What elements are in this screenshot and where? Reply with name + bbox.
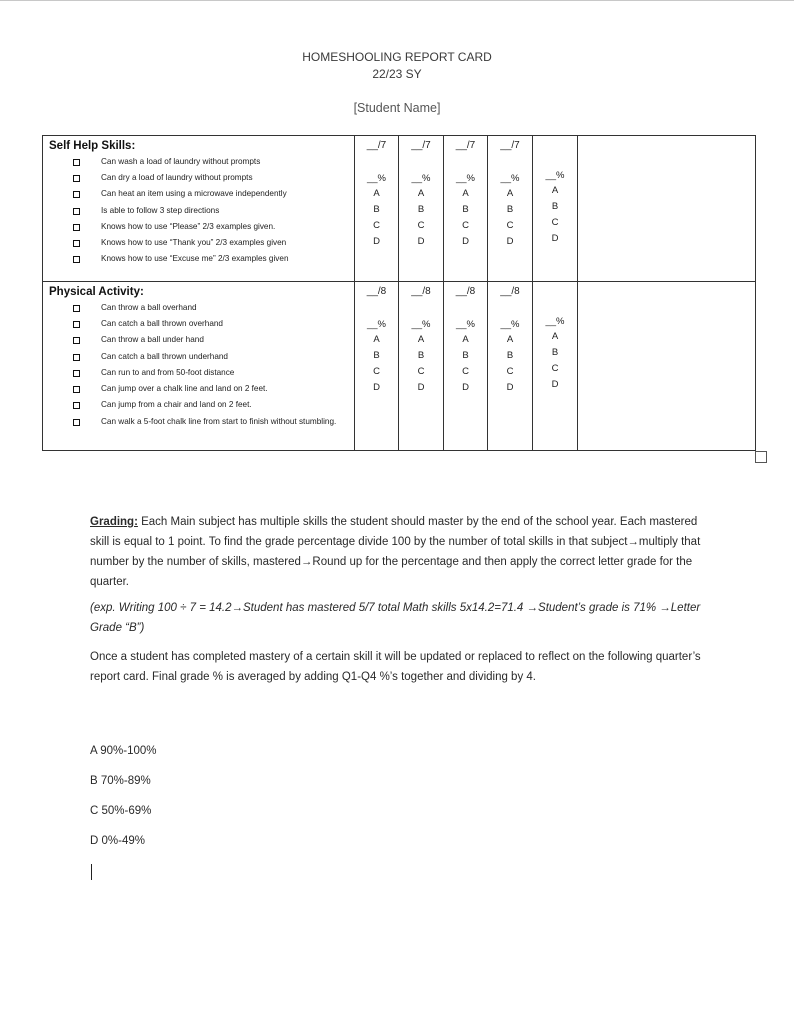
score-field: __/8 — [455, 286, 476, 297]
percent-field: __% — [455, 173, 475, 184]
section-row-self-help — [43, 136, 756, 282]
skill-item — [49, 332, 350, 348]
text-cursor — [91, 864, 92, 880]
letter-b: B — [373, 204, 380, 215]
letter-c: C — [373, 366, 380, 377]
letter-b: B — [417, 350, 425, 361]
letter-b: B — [506, 204, 514, 215]
skill-label: Can dry a load of laundry without prompts — [101, 173, 253, 183]
skill-label: Can catch a ball thrown overhand — [101, 319, 223, 329]
letter-d: D — [506, 236, 514, 247]
final-grade-cell[interactable] — [533, 136, 578, 282]
skill-label: Can throw a ball under hand — [101, 335, 204, 345]
letter-c: C — [506, 220, 514, 231]
grade-scale-b: B 70%-89% — [90, 775, 151, 787]
letter-a: A — [506, 188, 514, 199]
score-field: __/7 — [411, 140, 431, 151]
skill-item — [49, 219, 350, 235]
report-card-table — [42, 135, 756, 451]
checkbox-icon[interactable] — [73, 208, 80, 215]
letter-b: B — [462, 204, 469, 215]
comments-cell[interactable] — [578, 282, 756, 451]
grade-scale-d: D 0%-49% — [90, 835, 145, 847]
quarter-3-cell[interactable] — [444, 282, 488, 451]
skill-item — [49, 235, 350, 251]
checkbox-icon[interactable] — [73, 240, 80, 247]
checkbox-icon[interactable] — [73, 370, 80, 377]
letter-d: D — [373, 382, 380, 393]
letter-b: B — [462, 350, 469, 361]
skill-label: Knows how to use “Excuse me” 2/3 examples given — [101, 254, 289, 264]
letter-a: A — [551, 331, 559, 342]
score-field: __/7 — [500, 140, 520, 151]
checkbox-icon[interactable] — [73, 337, 80, 344]
comments-cell[interactable] — [578, 136, 756, 282]
checkbox-icon[interactable] — [73, 354, 80, 361]
skill-item — [49, 381, 350, 397]
checkbox-icon[interactable] — [73, 224, 80, 231]
skill-label: Knows how to use “Please” 2/3 examples given. — [101, 221, 276, 231]
checkbox-icon[interactable] — [73, 305, 80, 312]
quarter-4-cell[interactable] — [488, 282, 533, 451]
page-top-border — [0, 0, 794, 1]
percent-field: __% — [500, 319, 520, 330]
percent-field: __% — [500, 173, 520, 184]
percent-field: __% — [411, 319, 431, 330]
skill-item — [49, 170, 350, 186]
skill-item — [49, 154, 350, 170]
quarter-3-cell[interactable] — [444, 136, 488, 282]
document-title: HOMESHOOLING REPORT CARD — [302, 50, 492, 64]
letter-c: C — [551, 217, 559, 228]
skill-item — [49, 316, 350, 332]
checkbox-icon[interactable] — [73, 321, 80, 328]
quarter-1-cell[interactable] — [355, 136, 399, 282]
score-field: __/8 — [366, 286, 387, 297]
checkbox-icon[interactable] — [73, 256, 80, 263]
letter-d: D — [506, 382, 514, 393]
skill-label: Can catch a ball thrown underhand — [101, 351, 228, 361]
letter-b: B — [373, 350, 380, 361]
checkbox-icon[interactable] — [73, 159, 80, 166]
checkbox-icon[interactable] — [73, 386, 80, 393]
skill-label: Can walk a 5-foot chalk line from start to finish without stumbling. — [101, 417, 337, 427]
skill-label: Can jump over a chalk line and land on 2 feet. — [101, 384, 268, 394]
score-field: __/7 — [366, 140, 387, 151]
final-grade-cell[interactable] — [533, 282, 578, 451]
skill-item — [49, 251, 350, 267]
letter-a: A — [462, 334, 469, 345]
letter-b: B — [417, 204, 425, 215]
letter-d: D — [417, 382, 425, 393]
grading-example: (exp. Writing 100 ÷ 7 = 14.2→Student has mastered 5/7 total Math skills 5x14.2=71.4 →Student’s grade is 71% →Letter Grade “B”) — [90, 602, 701, 634]
school-year: 22/23 SY — [372, 67, 422, 81]
letter-a: A — [373, 188, 380, 199]
skill-label: Can heat an item using a microwave independently — [101, 189, 287, 199]
skill-label: Is able to follow 3 step directions — [101, 205, 220, 215]
grade-scale-c: C 50%-69% — [90, 805, 152, 817]
grading-text: Each Main subject has multiple skills the student should master by the end of the school year. Each mastered skill is equal to 1 point. To find the grade percentage divide 100 by the number of total skills in that subject→multiply that number by the number of skills, mastered→Round up for the percentage and then apply the correct letter grade for the quarter. — [90, 516, 701, 588]
letter-c: C — [462, 220, 469, 231]
grade-scale-a: A 90%-100% — [90, 745, 157, 757]
letter-c: C — [417, 220, 425, 231]
letter-c: C — [462, 366, 469, 377]
percent-field: __% — [366, 319, 386, 330]
letter-d: D — [462, 236, 469, 247]
skill-label: Can run to and from 50-foot distance — [101, 367, 235, 377]
score-field: __/7 — [455, 140, 476, 151]
section-row-physical-activity — [43, 282, 756, 451]
letter-c: C — [417, 366, 425, 377]
letter-a: A — [462, 188, 469, 199]
section-title: Physical Activity: — [49, 286, 144, 298]
mastery-paragraph: Once a student has completed mastery of a certain skill it will be updated or replaced to reflect on the following quarter’s report card. Final grade % is averaged by adding Q1-Q4 %’s together and dividing by 4. — [90, 651, 701, 683]
letter-a: A — [506, 334, 514, 345]
skill-label: Can throw a ball overhand — [101, 303, 197, 312]
skill-item — [49, 186, 350, 202]
skill-item — [49, 349, 350, 365]
percent-field: __% — [455, 319, 475, 330]
skill-label: Can wash a load of laundry without prompts — [101, 157, 261, 166]
letter-a: A — [373, 334, 380, 345]
letter-a: A — [417, 188, 425, 199]
skill-item — [49, 397, 350, 413]
grading-paragraph — [90, 512, 710, 592]
skill-item — [49, 203, 350, 219]
skill-item — [49, 300, 350, 316]
percent-field: __% — [411, 173, 431, 184]
letter-d: D — [462, 382, 469, 393]
table-resize-handle[interactable] — [755, 451, 767, 463]
skills-cell-physical-activity — [43, 282, 355, 451]
student-name-placeholder[interactable]: [Student Name] — [353, 101, 441, 115]
letter-d: D — [417, 236, 425, 247]
percent-field: __% — [366, 173, 386, 184]
checkbox-icon[interactable] — [73, 191, 80, 198]
skill-item — [49, 413, 350, 428]
letter-a: A — [417, 334, 425, 345]
percent-field: __% — [545, 170, 565, 181]
letter-d: D — [551, 379, 559, 390]
letter-b: B — [506, 350, 514, 361]
letter-b: B — [551, 201, 559, 212]
letter-a: A — [551, 185, 559, 196]
percent-field: __% — [545, 316, 565, 327]
skill-label: Knows how to use “Thank you” 2/3 examples given — [101, 238, 287, 248]
checkbox-icon[interactable] — [73, 419, 80, 426]
skills-cell-self-help — [43, 136, 355, 282]
checkbox-icon[interactable] — [73, 402, 80, 409]
letter-d: D — [373, 236, 380, 247]
letter-c: C — [551, 363, 559, 374]
section-title: Self Help Skills: — [49, 140, 136, 152]
letter-d: D — [551, 233, 559, 244]
quarter-1-cell[interactable] — [355, 282, 399, 451]
skill-item — [49, 365, 350, 381]
quarter-4-cell[interactable] — [488, 136, 533, 282]
score-field: __/8 — [500, 286, 520, 297]
grading-label: Grading: — [90, 516, 138, 528]
letter-b: B — [551, 347, 559, 358]
quarter-2-cell[interactable] — [399, 282, 444, 451]
quarter-2-cell[interactable] — [399, 136, 444, 282]
score-field: __/8 — [411, 286, 431, 297]
letter-c: C — [506, 366, 514, 377]
skill-label: Can jump from a chair and land on 2 feet. — [101, 400, 252, 410]
letter-c: C — [373, 220, 380, 231]
checkbox-icon[interactable] — [73, 175, 80, 182]
